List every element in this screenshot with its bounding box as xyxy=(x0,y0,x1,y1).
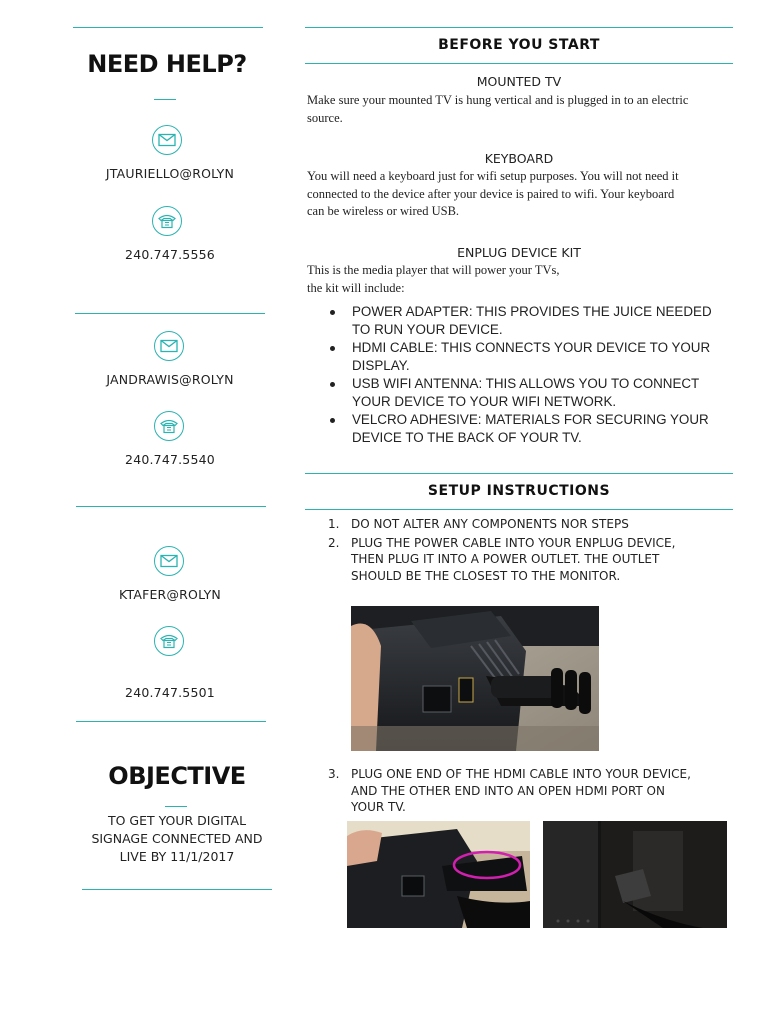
text-line: Make sure your mounted TV is hung vertical and is plugged in to an electric xyxy=(307,93,689,107)
text-line: the kit will include: xyxy=(307,280,405,295)
bullet-dot xyxy=(330,346,335,351)
list-line: HDMI CABLE: THIS CONNECTS YOUR DEVICE TO YOUR xyxy=(352,340,711,355)
contact-phone: 240.747.5540 xyxy=(125,452,215,467)
need-help-title: NEED HELP? xyxy=(87,50,247,78)
divider xyxy=(82,889,272,890)
objective-line: SIGNAGE CONNECTED AND xyxy=(91,831,263,846)
objective-text xyxy=(80,812,274,866)
envelope-icon xyxy=(154,546,184,576)
step-line: AND THE OTHER END INTO AN OPEN HDMI PORT ON xyxy=(351,783,665,798)
divider xyxy=(73,27,263,28)
bullet-dot xyxy=(330,418,335,423)
divider xyxy=(75,313,265,314)
kit-text xyxy=(307,262,735,297)
objective-line: LIVE BY 11/1/2017 xyxy=(119,849,235,864)
divider xyxy=(165,806,187,807)
contact-phone: 240.747.5501 xyxy=(125,685,215,700)
step-line: SHOULD BE THE CLOSEST TO THE MONITOR. xyxy=(351,568,621,583)
divider xyxy=(76,506,266,507)
setup-instructions-heading: SETUP INSTRUCTIONS xyxy=(427,483,611,499)
step-item xyxy=(328,766,728,816)
list-line: TO RUN YOUR DEVICE. xyxy=(352,322,503,337)
step-number: 1. xyxy=(328,517,340,531)
text-line: source. xyxy=(307,110,343,125)
list-item xyxy=(330,303,735,339)
contact-email: KTAFER@ROLYN xyxy=(119,587,221,602)
step-item xyxy=(328,535,728,585)
list-line: DEVICE TO THE BACK OF YOUR TV. xyxy=(352,430,582,445)
step-number: 2. xyxy=(328,535,340,550)
list-line: VELCRO ADHESIVE: MATERIALS FOR SECURING YOUR xyxy=(352,412,709,427)
steps-list xyxy=(328,516,728,584)
list-line: POWER ADAPTER: THIS PROVIDES THE JUICE NEEDED xyxy=(352,304,712,319)
contact-phone: 240.747.5556 xyxy=(125,247,215,262)
telephone-icon xyxy=(152,206,182,236)
keyboard-heading: KEYBOARD xyxy=(484,151,554,166)
objective-title: OBJECTIVE xyxy=(108,762,246,790)
step-line: PLUG ONE END OF THE HDMI CABLE INTO YOUR DEVICE, xyxy=(351,767,691,781)
list-line: DISPLAY. xyxy=(352,358,410,373)
telephone-icon xyxy=(154,411,184,441)
list-item xyxy=(330,411,735,447)
divider xyxy=(305,63,733,64)
text-line: can be wireless or wired USB. xyxy=(307,204,460,218)
before-you-start-heading: BEFORE YOU START xyxy=(438,37,600,53)
step-item xyxy=(328,516,728,533)
text-line: You will need a keyboard just for wifi setup purposes. You will not need it xyxy=(307,169,679,183)
mounted-tv-text xyxy=(307,92,735,127)
divider xyxy=(76,721,266,722)
divider xyxy=(305,509,733,510)
contact-email: JTAURIELLO@ROLYN xyxy=(105,166,235,181)
step-line: DO NOT ALTER ANY COMPONENTS NOR STEPS xyxy=(351,517,629,531)
step-line: PLUG THE POWER CABLE INTO YOUR ENPLUG DEVICE, xyxy=(351,535,676,550)
step-number: 3. xyxy=(328,767,340,781)
hdmi-device-photo xyxy=(347,821,530,928)
list-line: YOUR DEVICE TO YOUR WIFI NETWORK. xyxy=(352,394,617,409)
list-item xyxy=(330,375,735,411)
kit-list xyxy=(330,303,735,447)
objective-line: TO GET YOUR DIGITAL xyxy=(107,813,247,828)
bullet-dot xyxy=(330,382,335,387)
step-line: THEN PLUG IT INTO A POWER OUTLET. THE OUTLET xyxy=(351,552,660,566)
keyboard-text xyxy=(307,168,735,221)
text-line: connected to the device after your device is paired to wifi. Your keyboard xyxy=(307,186,675,201)
divider xyxy=(154,99,176,100)
hdmi-tv-photo xyxy=(543,821,727,928)
envelope-icon xyxy=(154,331,184,361)
bullet-dot xyxy=(330,310,335,315)
list-item xyxy=(330,339,735,375)
divider xyxy=(305,27,733,28)
steps-list-continued xyxy=(328,766,728,816)
text-line: This is the media player that will power your TVs, xyxy=(307,263,560,277)
contact-email: JANDRAWIS@ROLYN xyxy=(106,372,234,387)
step-line: YOUR TV. xyxy=(351,800,406,814)
power-cable-photo xyxy=(351,606,599,751)
telephone-icon xyxy=(154,626,184,656)
kit-heading: ENPLUG DEVICE KIT xyxy=(457,245,581,260)
divider xyxy=(305,473,733,474)
envelope-icon xyxy=(152,125,182,155)
list-line: USB WIFI ANTENNA: THIS ALLOWS YOU TO CONNECT xyxy=(352,376,700,391)
mounted-tv-heading: MOUNTED TV xyxy=(476,74,562,89)
